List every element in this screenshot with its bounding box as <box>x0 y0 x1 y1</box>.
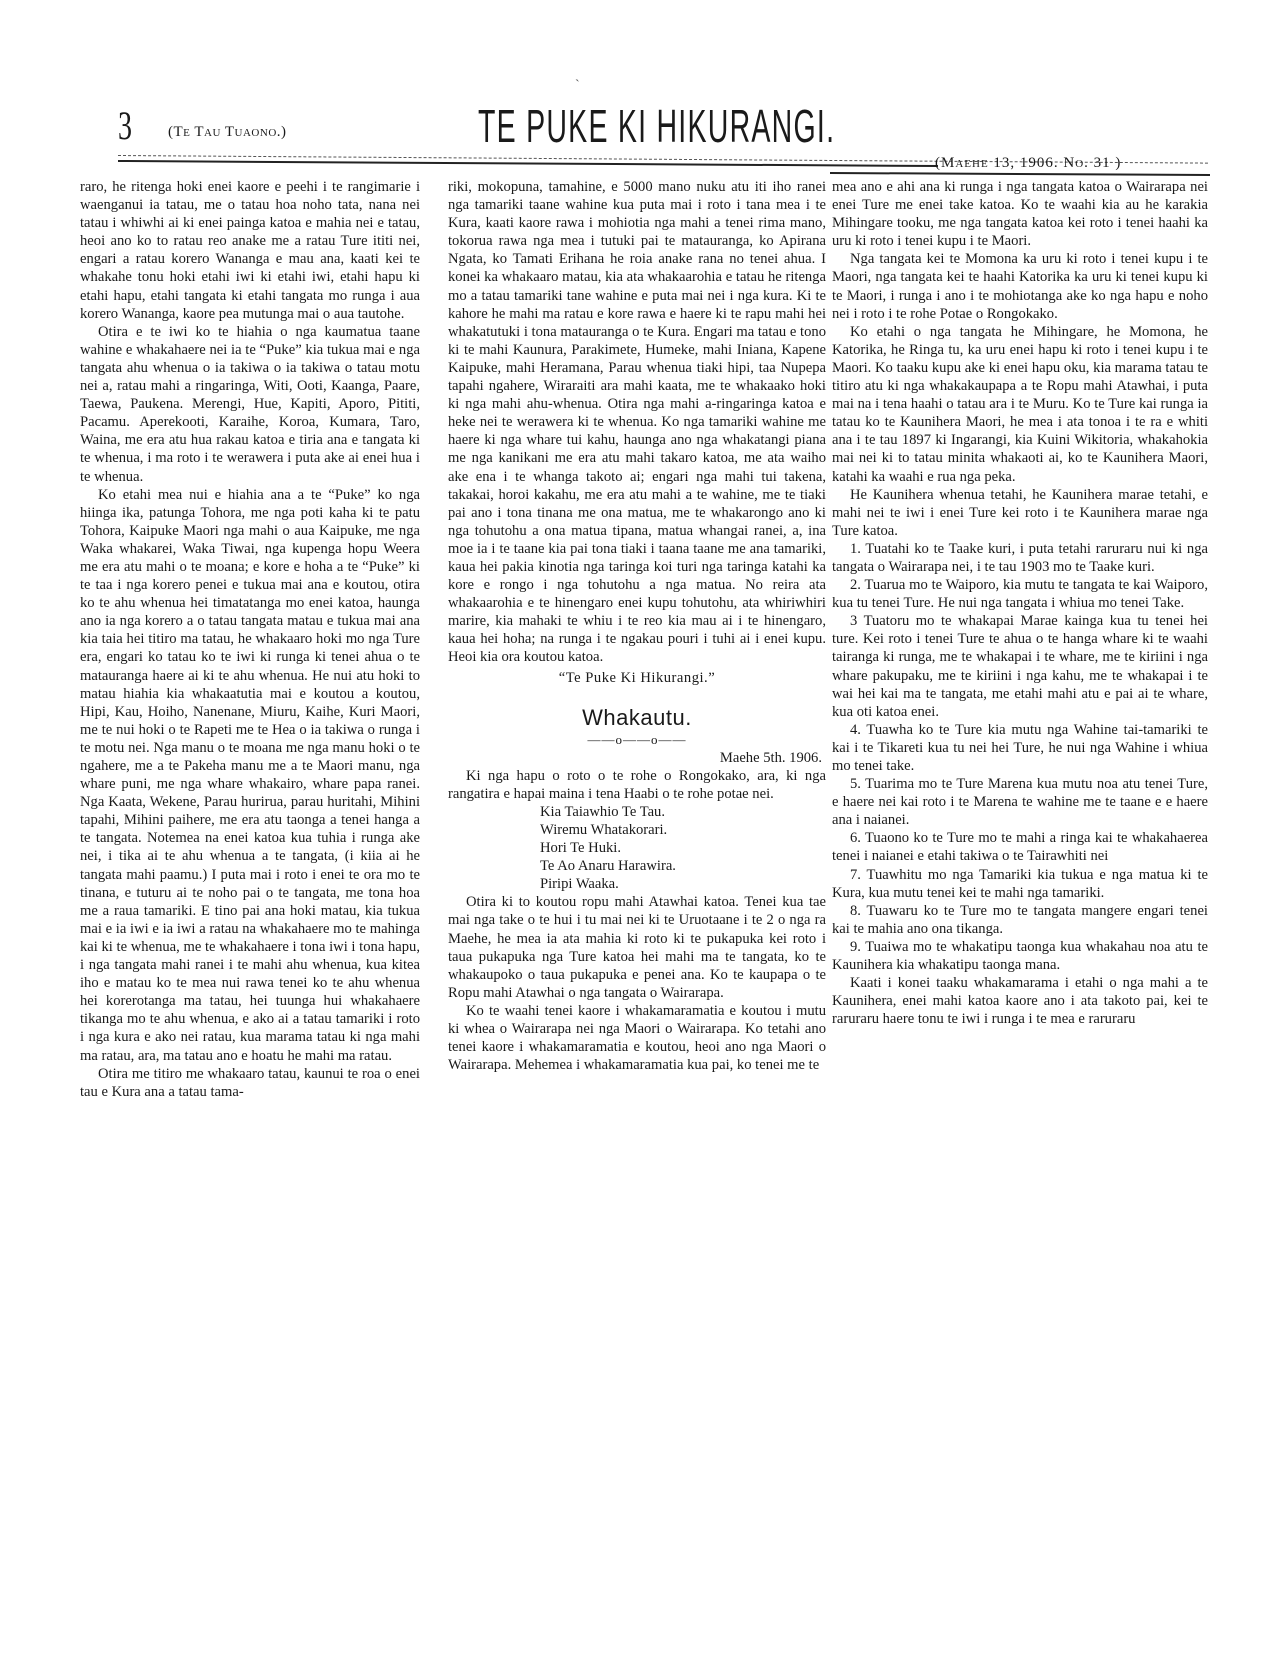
recipient-name: Hori Te Huki. <box>540 840 621 857</box>
letter-paragraph: mea ano e ahi ana ki runga i nga tangata katoa o Wairarapa nei enei Ture me enei take katoa. Ko te waahi kia au he karakia Mihingare tooku, me nga tangata katoa kei roto i tenei haahi ka uru ki roto i tenei kupu i te Maori. <box>832 179 1208 250</box>
masthead-rule-right <box>830 172 1210 176</box>
section-divider: ——o——o—— <box>587 731 687 747</box>
letter-paragraph: Otira ki to koutou ropu mahi Atawhai katoa. Tenei kua tae mai nga take o te hui i tu mai nei ki te Uruotaane i te 2 o nga ra Maehe, he mea ia ata mahia ki roto ki te pukapuka kei roto i taua pukapuka nga Ture katoa hei mahi ma te tangata, ko te whakaupoko o taua pukapuka e penei ana. Ko te kaupapa o te Ropu mahi Atawhai o nga tangata o Wairarapa. <box>448 894 826 1001</box>
rule-item-1: 1. Tuatahi ko te Taake kuri, i puta tetahi raruraru nui ki nga tangata o Wairarapa nei, i te tau 1903 mo te Taake kuri. <box>832 540 1208 575</box>
recipient-name: Te Ao Anaru Harawira. <box>540 858 676 875</box>
article-paragraph: Otira me titiro me whakaaro tatau, kaunui te roa o enei tau e Kura ana a tatau tama- <box>80 1065 420 1100</box>
letter-paragraph: Kaati i konei taaku whakamarama i etahi o nga mahi a te Kaunihera, enei mahi katoa kaore ano i ata takoto pai, kei te raruraru haere tonu te iwi i runga i te mea e raruraru <box>832 975 1208 1028</box>
volume-label: (Te Tau Tuaono.) <box>168 124 287 140</box>
rule-item-7: 7. Tuawhitu mo nga Tamariki kia tukua e nga matua ki te Kura, kua mutu tenei kei te mahi nga tamariki. <box>832 866 1208 901</box>
column-1 <box>80 178 420 1101</box>
article-paragraph: raro, he ritenga hoki enei kaore e peehi i te rangimarie i waenganui ia tatau, me o tatau hoa noho tata, nana nei tatau i whiwhi ai ki enei painga katoa e mahia nei e tatau, heoi ano ko to ratau reo anake me a ratau Ture ititi nei, engari a ratau korero Wananga e mau ana, kaati kei te whakahe tonu hoki etahi iwi ki etahi iwi, etahi hapu ki etahi hapu, etahi tangata ki etahi tangata mo runga i aua korero Wananga, kaore pea mutunga mai o aua tautohe. <box>80 179 420 322</box>
article-signature: “Te Puke Ki Hikurangi.” <box>558 669 716 686</box>
rule-item-9: 9. Tuaiwa mo te whakatipu taonga kua whakahau noa atu te Kaunihera kia whakatipu taonga mana. <box>832 938 1208 974</box>
page-number: 3 <box>118 103 132 148</box>
rule-item-5: 5. Tuarima mo te Ture Marena kua mutu noa atu tenei Ture, e haere nei kai roto i te Marena te wahine me te taane e e haere ana i naianei. <box>832 776 1208 829</box>
recipient-name: Wiremu Whatakorari. <box>540 822 668 838</box>
letter-paragraph: He Kaunihera whenua tetahi, he Kaunihera marae tetahi, e mahi nei te iwi i enei Ture kei roto i te Kaunihera marae nga Ture katoa. <box>832 486 1208 539</box>
rule-item-4: 4. Tuawha ko te Ture kia mutu nga Wahine tai-tamariki te kai i te Tikareti kua tu nei hei Ture, he nui nga Wahine i whiua mo tenei take. <box>832 721 1208 774</box>
masthead-rule <box>118 160 938 167</box>
letter-paragraph: Nga tangata kei te Momona ka uru ki roto i tenei kupu i te Maori, nga tangata kei te haahi Katorika ka uru ki tenei kupu ki te Maori, i runga i ano i te mohiotanga ake ko nga hapu e noho nei i roto i te rohe Potae o Rongokako. <box>832 251 1208 322</box>
rule-item-6: 6. Tuaono ko te Ture mo te mahi a ringa kai te whakahaerea tenei i naianei e etahi takiwa o te Tairawhiti nei <box>832 830 1208 865</box>
print-speck: ` <box>575 78 580 93</box>
rule-item-8: 8. Tuawaru ko te Ture mo te tangata mangere engari tenei kai te mahia ano ona tikanga. <box>832 902 1208 937</box>
recipient-name: Kia Taiawhio Te Tau. <box>540 803 666 820</box>
letter-recipients <box>540 803 826 893</box>
masthead <box>0 0 1280 175</box>
letter-paragraph: Ko te waahi tenei kaore i whakamaramatia e koutou i mutu ki whea o Wairarapa nei nga Maori o Wairarapa. Ko tetahi ano tenei kaore i whakamaramatia e koutou, heoi ano nga Maori o Wairarapa. Mehemea i whakamaramatia kua pai, ko tenei me te <box>448 1002 826 1074</box>
letter-paragraph: Ko etahi o nga tangata he Mihingare, he Momona, he Katorika, he Ringa tu, ka uru enei hapu ki roto i tenei kupu i te Maori. Ko taaku kupu ake ki enei hapu oku, kia marama tatau te titiro atu ki nga whakakaupapa a te Ropu mahi Atawhai, i puta mai na i tena haahi o tatau ara i te Muru. Ko te Ture kai runga ia tatau ko te Kaunihera Maori, he mea i ata tonoa i te ra e whiti ana i te tau 1897 ki Ingarangi, kia Kuini Wikitoria, whakahokia mai nei ki to tatau minita whakaoti ai, ko te Kaunihera Maori, katahi ka waahi e rua nga peka. <box>832 323 1208 485</box>
issue-dateline: (Maehe 13, 1906. No. 31 ) <box>935 155 1122 171</box>
letter-date: Maehe 5th. 1906. <box>719 749 822 766</box>
article-paragraph: Otira e te iwi ko te hiahia o nga kaumatua taane wahine e whakahaere nei ia te “Puke” kia tukua mai e nga tangata ahu whenua o ia takiwa o ia takiwa o tatau motu nei a, ratau mahi a ringaringa, Witi, Ooti, Kaanga, Paare, Taewa, Paukena. Merengi, Hue, Kapiti, Aporo, Pititi, Pacamu. Aperekooti, Karaihe, Koroa, Kumara, Taro, Waina, me era atu hua rakau katoa e tiria ana e tangata ki te whenua, i ma roto i te werawera i puta ake ai enei hua i te whenua. <box>80 323 420 485</box>
recipient-name: Piripi Waaka. <box>540 876 619 893</box>
rule-item-3: 3 Tuatoru mo te whakapai Marae kainga kua tu tenei hei ture. Kei roto i tenei Ture te ahua o te hanga whare ki te waahi tairanga ki runga, me te whakapai i te whare, me te kiriini i nga whare pakupaku, me te kiriini i nga kahu, me te whakapai i te wai hei kai ma te tangata, me etahi mahi atu e pai ai te whare, kua oti katoa enei. <box>832 613 1208 720</box>
article-paragraph: Ko etahi mea nui e hiahia ana a te “Puke” ko nga hiinga ika, patunga Tohora, me nga poti kaha ki te patu Tohora, Kaipuke Maori nga mahi o aua Kaipuke, me nga Waka whakarei, Waka Tiwai, nga kupenga hopu Weera me era atu mahi o te moana; e kore e hoha a te “Puke” ki te taa i nga korero penei e tukua mai ana e koutou, otira ko te ahu whenua hei timatatanga mo enei katoa, haunga ano ia nga korero a o tatau tangata matau e tukua mai ana kia taia hei titiro ma tatau, he whakaaro hoki mo nga Ture era, engari ko tatau ko te iwi ki runga ki tenei ahua o te matauranga haere ai ki te ahu whenua. He nui atu hoki to matau hiahia kia whakaatutia mai e koutou a koutou, Hipi, Kau, Hoiho, Nanenane, Miuru, Kaihe, Kuri Maori, me te nui hoki o te Rapeti me te Hea o ia takiwa o runga i te motu nei. Nga manu o te moana me nga manu hoki o te ngahere, me a te Pakeha manu me a te Maori manu, nga whare puni, me nga whare whakairo, whare papa ranei. Nga Kaata, Wekene, Parau hurirua, parau huritahi, Mihini tapahi, Mihini paihere, me era atu taonga a tenei hanga a te tangata. Notemea na enei katoa kua tuhia i runga ake nei, i tika ai te ahu whenua a te tangata, (i kiia ai he tangata mahi paamu.) I puta mai i roto i enei te ora mo te tinana, e tuturu ai te noho pai o te tangata, me tona hoa me a raua tamariki. E tino pai ana hoki matau, kia tukua mai e ia iwi e ia iwi a ratau na whakahaere mo te mahinga kai ki te whenua, me te whakahaere i tona iwi i tona hapu, i nga tangata mahi ranei i te mahi ahu whenua, kua kitea iho e matau ko te mea nui rawa tenei ko te ahu whenua hei korerotanga ma tatau, hei tuunga hui whakahaere tikanga mo te ahu whenua, e ako ai a tatau tamariki i roto i nga kura e ako nei ratau, kua marama tatau ki nga mahi ma ratau, ara, ma tatau ano e hoatu he mahi ma ratau. <box>80 486 420 1064</box>
column-2 <box>448 178 826 1074</box>
letter-salutation: Ki nga hapu o roto o te rohe o Rongokako, ara, ki nga rangatira e hapai maina i tena Haabi o te rohe potae nei. <box>448 767 826 802</box>
section-heading: Whakautu. <box>582 704 692 730</box>
column-3 <box>832 178 1208 1028</box>
rule-item-2: 2. Tuarua mo te Waiporo, kia mutu te tangata te kai Waiporo, kua tu tenei Ture. He nui nga tangata i whiua mo tenei Take. <box>832 577 1208 612</box>
article-paragraph: riki, mokopuna, tamahine, e 5000 mano nuku atu iti iho ranei nga tamariki taane wahine kua puta mai i roto i tana mea i te Kura, kaati kaore rawa i mohiotia nga mahi a tenei rima mano, tokorua rawa nga mea i tutuki pai te matauranga, ko Apirana Ngata, ko Tamati Erihana he roia anake rana no tenei ahua. I konei ka whakaaro matau, kia ata whakaarohia e tatau he ritenga mo a tatau tamariki tane wahine e puta mai nei i nga kura. Ki te kahore he mahi ma ratau e kore rawa e haere ki te rapu mahi hei whakatutuki i tona matauranga o te Kura. Engari ma tatau e tono ki te mahi Kaunura, Parakimete, Humeke, mahi Iniana, Kapene Kaipuke, mahi Heramana, Parau whenua tiaki hipi, taa Nupepa tapahi ngahere, Wiraraiti ara mahi kaata, me te whakaako hoki ki nga mahi ahu-whenua. Otira nga mahi a-ringaringa katoa e heke nei te werawera ki te whenua. Ko nga tamariki wahine me haere ki nga whare tui kahu, haunga ano nga whakatangi piana me nga kanikani me era atu mahi takaro katoa, me ata waiho ake ena i te whanga takoto ai; engari nga mahi tui takena, takakai, horoi kakahu, me era atu mahi a te wahine, me te tiaki pai ano i tona tinana me ona matua, me te whakarongo ano ki nga tohutohu a ona matua tipana, matua whangai ranei, a, ina moe ia i te taane kia pai tona tiaki i taana taane me ana tamariki, kaua hei pakia kinotia nga taringa koi turi nga taringa katahi ka kore e rongo i nga tohutohu a nga matua. No reira ata whakaarohia e te hinengaro enei kupu tohutohu, ata whiriwhiri marire, kia mahaki te whiu i te reo kia mau ai i te hinengaro, kaua hei hoha; na runga i te ngakau pouri i tuhi ai i enei kupu. Heoi kia ora koutou katoa. <box>448 179 826 666</box>
newspaper-title: TE PUKE KI HIKURANGI. <box>478 100 836 152</box>
